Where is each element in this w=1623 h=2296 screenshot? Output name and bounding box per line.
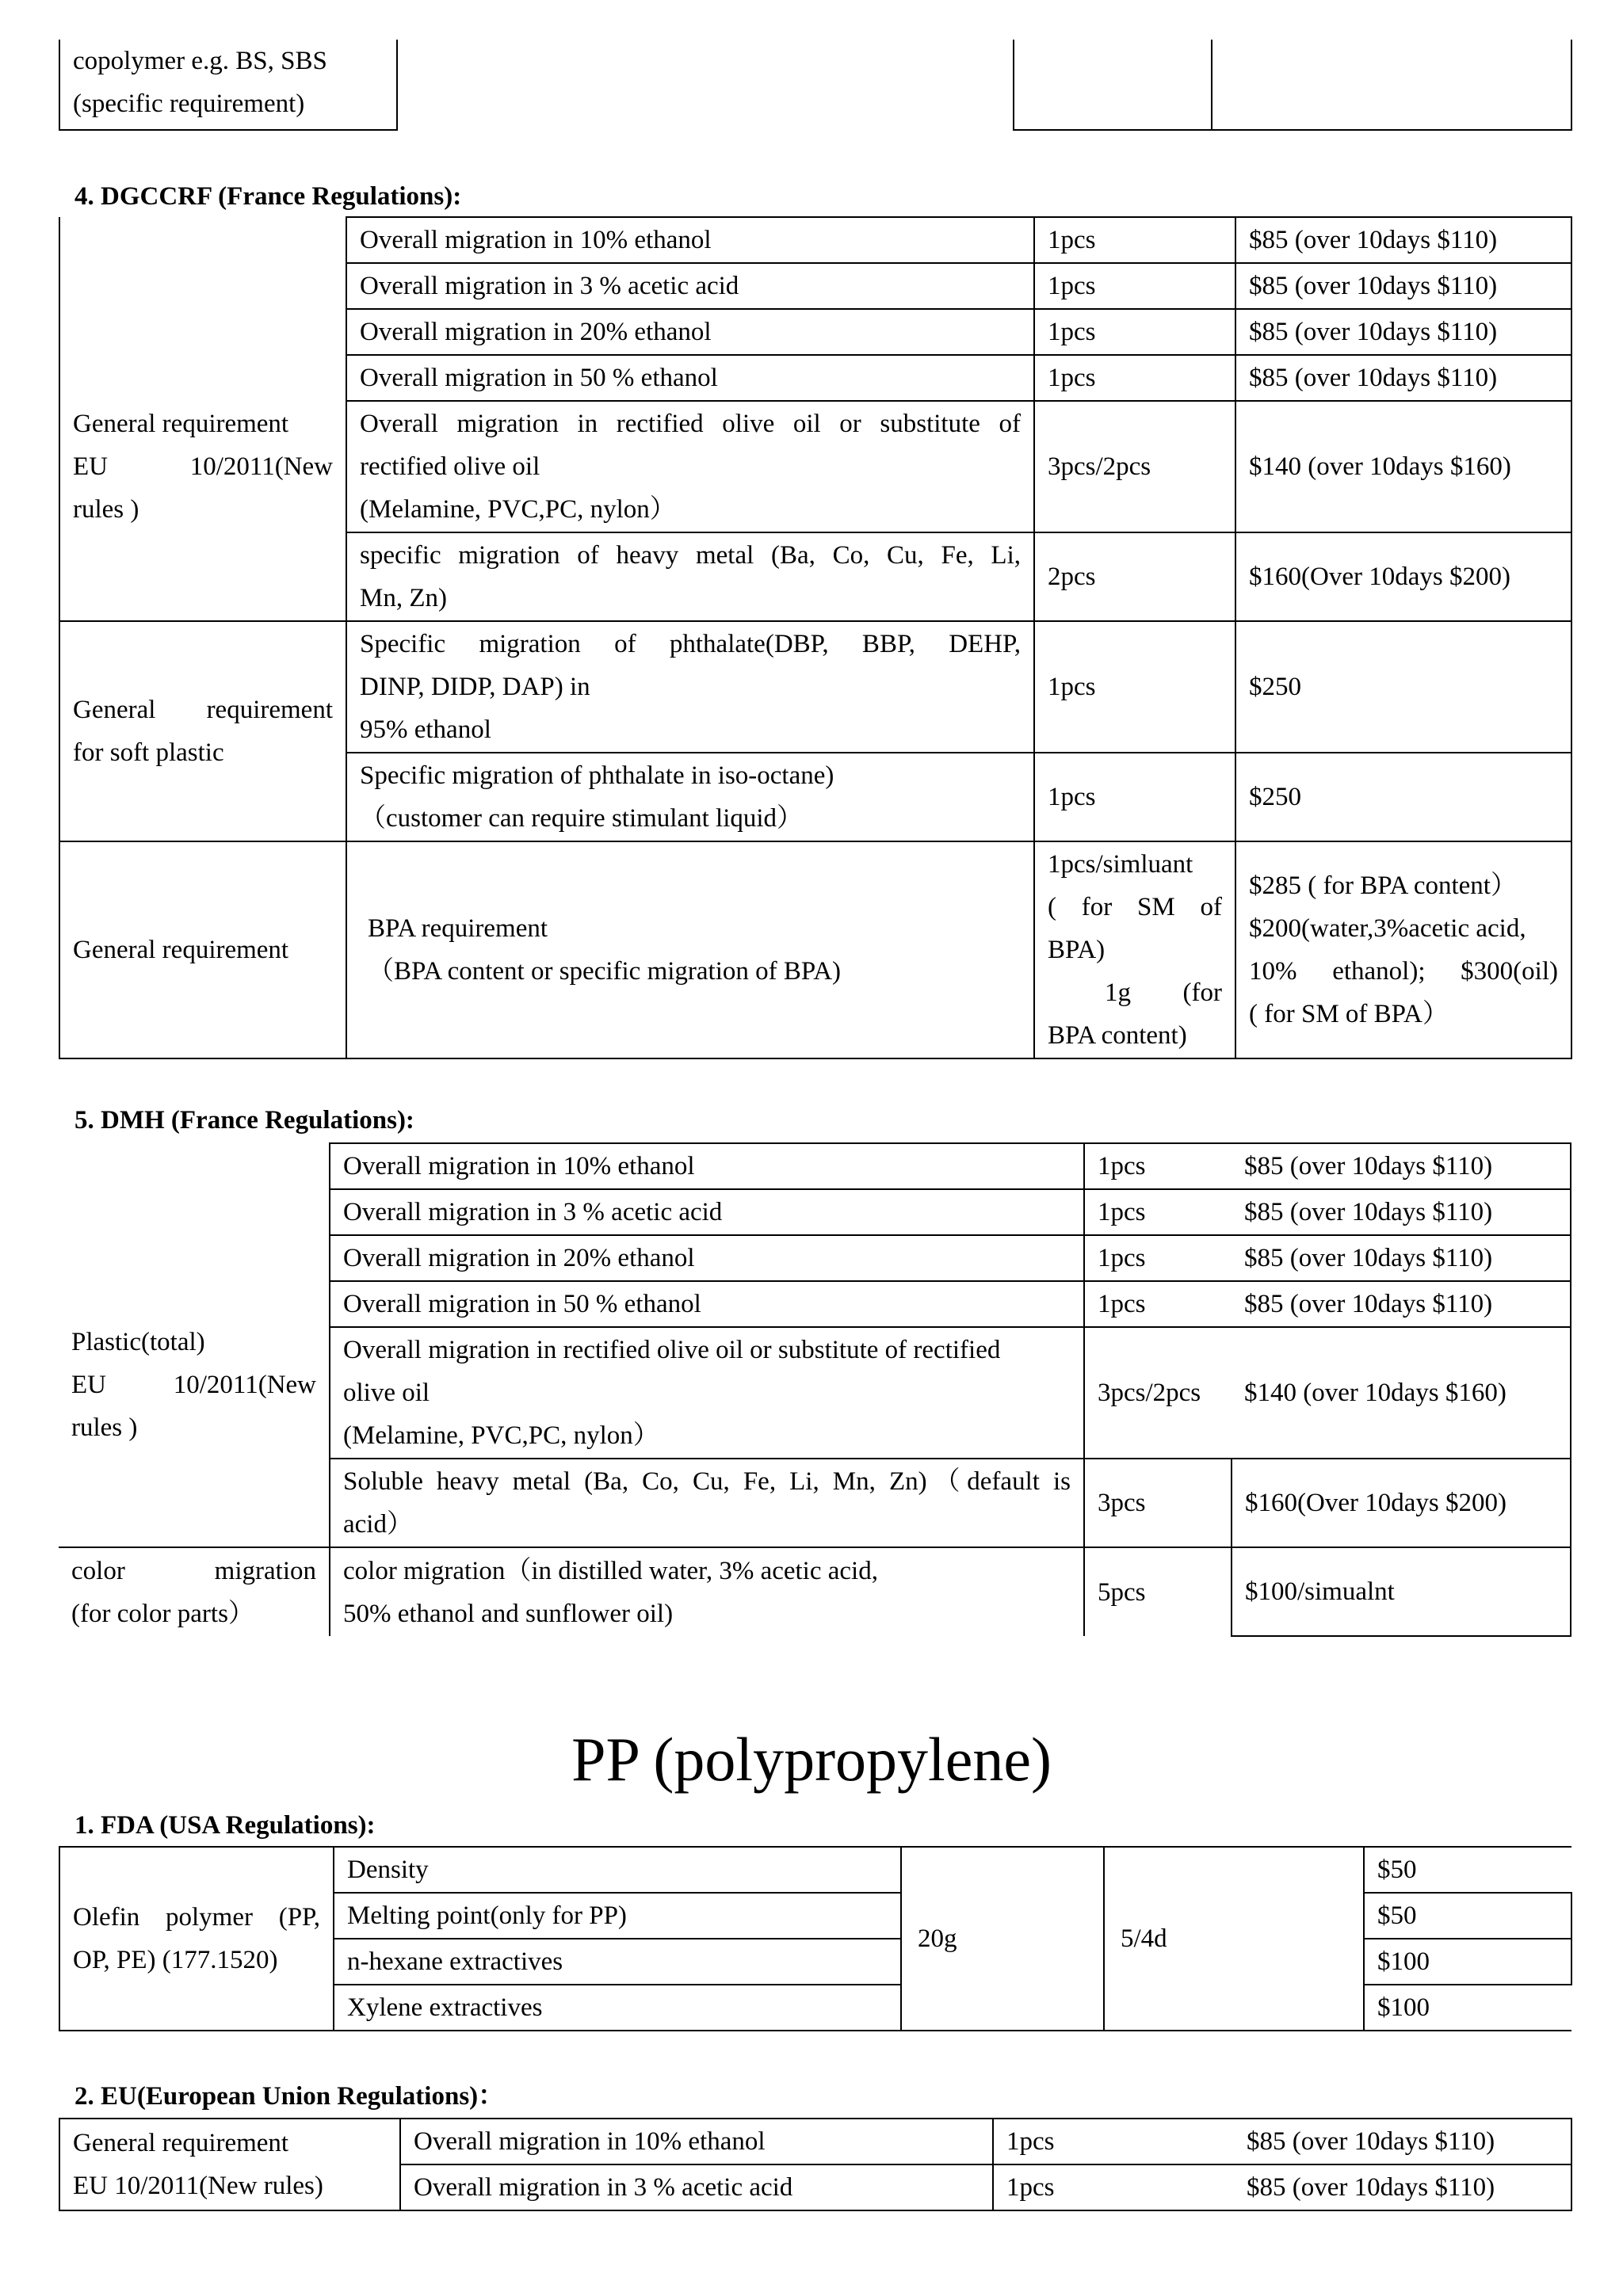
test-item xyxy=(346,621,1034,753)
price: $100/simualnt xyxy=(1232,1547,1571,1636)
sample-qty xyxy=(1034,841,1235,1058)
price: $85 (over 10days $110) xyxy=(1235,217,1571,263)
test-item xyxy=(346,841,1034,1058)
top-fragment-gap xyxy=(397,40,1014,130)
sample-qty: 20g xyxy=(901,1847,1104,2031)
test-item-line: Mn, Zn) xyxy=(360,584,447,612)
test-item-line: rectified olive oil xyxy=(360,452,540,481)
price: $250 xyxy=(1235,621,1571,753)
price: $85 (over 10days $110) xyxy=(1235,309,1571,355)
sample-qty: 1pcs xyxy=(993,2119,1234,2164)
fda-table xyxy=(59,1846,1572,2031)
top-fragment-empty-cell xyxy=(1212,40,1571,130)
group-label-line: EU 10/2011(New xyxy=(73,452,333,481)
price xyxy=(1235,841,1571,1058)
test-item: Overall migration in 50 % ethanol xyxy=(330,1281,1084,1327)
group-label-line: rules ) xyxy=(71,1413,138,1442)
test-item-line: DINP, DIDP, DAP) in xyxy=(360,673,590,701)
test-item: Density xyxy=(334,1847,901,1893)
price-line: $285 ( for BPA content） xyxy=(1249,871,1517,900)
price: $50 xyxy=(1364,1847,1571,1893)
price-line: 10% ethanol); $300(oil) xyxy=(1249,957,1558,986)
qty-line: BPA content) xyxy=(1048,1021,1187,1050)
price: $50 xyxy=(1364,1893,1571,1939)
group-label-line: rules ) xyxy=(73,494,139,524)
price: $160(Over 10days $200) xyxy=(1235,532,1571,621)
price: $85 (over 10days $110) xyxy=(1232,1143,1571,1189)
group-label-line: EU 10/2011(New xyxy=(71,1370,316,1399)
test-item-line: BPA requirement xyxy=(368,914,548,943)
group-label-line: color migration xyxy=(71,1556,316,1585)
test-item: Overall migration in 10% ethanol xyxy=(346,217,1034,263)
test-item xyxy=(330,1547,1084,1636)
group-label-line: General requirement xyxy=(73,409,289,438)
price: $140 (over 10days $160) xyxy=(1232,1327,1571,1459)
test-item: Overall migration in 3 % acetic acid xyxy=(346,263,1034,309)
dmh-table xyxy=(59,1142,1571,1637)
sample-qty: 1pcs xyxy=(1034,355,1235,401)
sample-qty: 3pcs/2pcs xyxy=(1034,401,1235,532)
group-label-line: Olefin polymer (PP, xyxy=(73,1903,320,1932)
test-item: Overall migration in 3 % acetic acid xyxy=(400,2164,993,2210)
sample-qty: 1pcs xyxy=(1084,1189,1232,1235)
test-item-line: Specific migration of phthalate in iso-octane) xyxy=(360,761,834,790)
price: $85 (over 10days $110) xyxy=(1234,2119,1571,2164)
dgccrf-group3-label: General requirement xyxy=(59,841,346,1058)
dmh-group1-label xyxy=(59,1143,330,1547)
top-fragment-line: copolymer e.g. BS, SBS xyxy=(73,47,327,75)
test-item-line: (Melamine, PVC,PC, nylon） xyxy=(343,1421,659,1450)
price-line: $200(water,3%acetic acid, xyxy=(1249,914,1526,943)
test-item xyxy=(346,401,1034,532)
test-item-line: 95% ethanol xyxy=(360,715,491,744)
fda-group-label xyxy=(59,1847,334,2031)
section-title-dmh: 5. DMH (France Regulations): xyxy=(74,1106,414,1135)
dmh-group2-label xyxy=(59,1547,330,1636)
price: $85 (over 10days $110) xyxy=(1232,1281,1571,1327)
price: $100 xyxy=(1364,1985,1571,2031)
dgccrf-table xyxy=(59,216,1572,1059)
group-label-line: General requirement xyxy=(73,2129,289,2157)
eu-table xyxy=(59,2118,1572,2211)
sample-qty: 1pcs xyxy=(1034,621,1235,753)
eu-group-label xyxy=(59,2119,400,2210)
sample-qty: 1pcs xyxy=(1034,753,1235,841)
test-item-line: (Melamine, PVC,PC, nylon） xyxy=(360,495,676,524)
top-fragment-empty-cell xyxy=(1014,40,1212,130)
sample-qty: 2pcs xyxy=(1034,532,1235,621)
test-item-line: olive oil xyxy=(343,1379,430,1407)
page-heading-pp: PP (polypropylene) xyxy=(571,1725,1052,1794)
qty-line: 1pcs/simluant xyxy=(1048,850,1193,879)
test-item: Overall migration in 10% ethanol xyxy=(330,1143,1084,1189)
price: $160(Over 10days $200) xyxy=(1232,1459,1571,1547)
price: $250 xyxy=(1235,753,1571,841)
qty-line: ( for SM of xyxy=(1048,893,1222,921)
test-item-line: Specific migration of phthalate(DBP, BBP, DEHP, xyxy=(360,630,1021,658)
price: $140 (over 10days $160) xyxy=(1235,401,1571,532)
test-item-line: color migration（in distilled water, 3% acetic acid, xyxy=(343,1556,878,1585)
group-label-line: for soft plastic xyxy=(73,738,224,767)
section-title-eu: 2. EU(European Union Regulations)： xyxy=(74,2082,505,2111)
price: $100 xyxy=(1364,1939,1571,1985)
sample-qty: 1pcs xyxy=(993,2164,1234,2210)
test-item-line: 50% ethanol and sunflower oil) xyxy=(343,1599,674,1628)
group-label-line: General requirement xyxy=(73,696,333,724)
section-title-fda: 1. FDA (USA Regulations): xyxy=(74,1811,376,1840)
sample-qty: 1pcs xyxy=(1034,309,1235,355)
test-item-line: （BPA content or specific migration of BPA) xyxy=(368,957,842,986)
group-label-line: EU 10/2011(New rules) xyxy=(73,2172,323,2200)
test-item: Overall migration in 50 % ethanol xyxy=(346,355,1034,401)
test-item-line: Soluble heavy metal (Ba, Co, Cu, Fe, Li, Mn, Zn)（default is xyxy=(343,1467,1071,1496)
test-item-line: Overall migration in rectified olive oil or substitute of xyxy=(360,410,1021,438)
test-item-line: （customer can require stimulant liquid） xyxy=(360,804,804,833)
top-fragment-cell xyxy=(59,40,397,130)
group-label-line: (for color parts） xyxy=(71,1599,254,1628)
price: $85 (over 10days $110) xyxy=(1234,2164,1571,2210)
test-item: n-hexane extractives xyxy=(334,1939,901,1985)
test-item: Overall migration in 20% ethanol xyxy=(330,1235,1084,1281)
price: $85 (over 10days $110) xyxy=(1235,355,1571,401)
group-label-line: OP, PE) (177.1520) xyxy=(73,1946,278,1974)
sample-qty: 1pcs xyxy=(1034,263,1235,309)
sample-qty: 5pcs xyxy=(1084,1547,1232,1636)
test-item xyxy=(330,1327,1084,1459)
sample-qty: 1pcs xyxy=(1084,1281,1232,1327)
sample-qty: 1pcs xyxy=(1084,1143,1232,1189)
qty-line: BPA) xyxy=(1048,936,1106,964)
top-fragment-line: (specific requirement) xyxy=(73,90,305,118)
test-item-line: Overall migration in rectified olive oil or substitute of rectified xyxy=(343,1336,1001,1364)
dgccrf-group2-label xyxy=(59,621,346,841)
test-item-line: acid） xyxy=(343,1510,413,1539)
sample-qty: 1pcs xyxy=(1084,1235,1232,1281)
test-item: Melting point(only for PP) xyxy=(334,1893,901,1939)
test-item xyxy=(346,532,1034,621)
test-item: Overall migration in 3 % acetic acid xyxy=(330,1189,1084,1235)
price: $85 (over 10days $110) xyxy=(1232,1189,1571,1235)
test-item: Overall migration in 10% ethanol xyxy=(400,2119,993,2164)
group-label-line: Plastic(total) xyxy=(71,1327,205,1356)
test-item: Xylene extractives xyxy=(334,1985,901,2031)
sample-qty: 1pcs xyxy=(1034,217,1235,263)
sample-qty: 3pcs xyxy=(1084,1459,1232,1547)
test-item: Overall migration in 20% ethanol xyxy=(346,309,1034,355)
section-title-dgccrf: 4. DGCCRF (France Regulations): xyxy=(74,182,462,211)
test-item xyxy=(330,1459,1084,1547)
price-line: ( for SM of BPA） xyxy=(1249,1000,1449,1028)
sample-qty: 3pcs/2pcs xyxy=(1084,1327,1232,1459)
price: $85 (over 10days $110) xyxy=(1235,263,1571,309)
dgccrf-group1-label xyxy=(59,217,346,621)
test-item xyxy=(346,753,1034,841)
test-item-line: specific migration of heavy metal (Ba, Co, Cu, Fe, Li, xyxy=(360,541,1021,570)
qty-line: 1g (for xyxy=(1105,978,1222,1007)
top-fragment-table xyxy=(59,40,1572,131)
turnaround-time: 5/4d xyxy=(1104,1847,1364,2031)
price: $85 (over 10days $110) xyxy=(1232,1235,1571,1281)
